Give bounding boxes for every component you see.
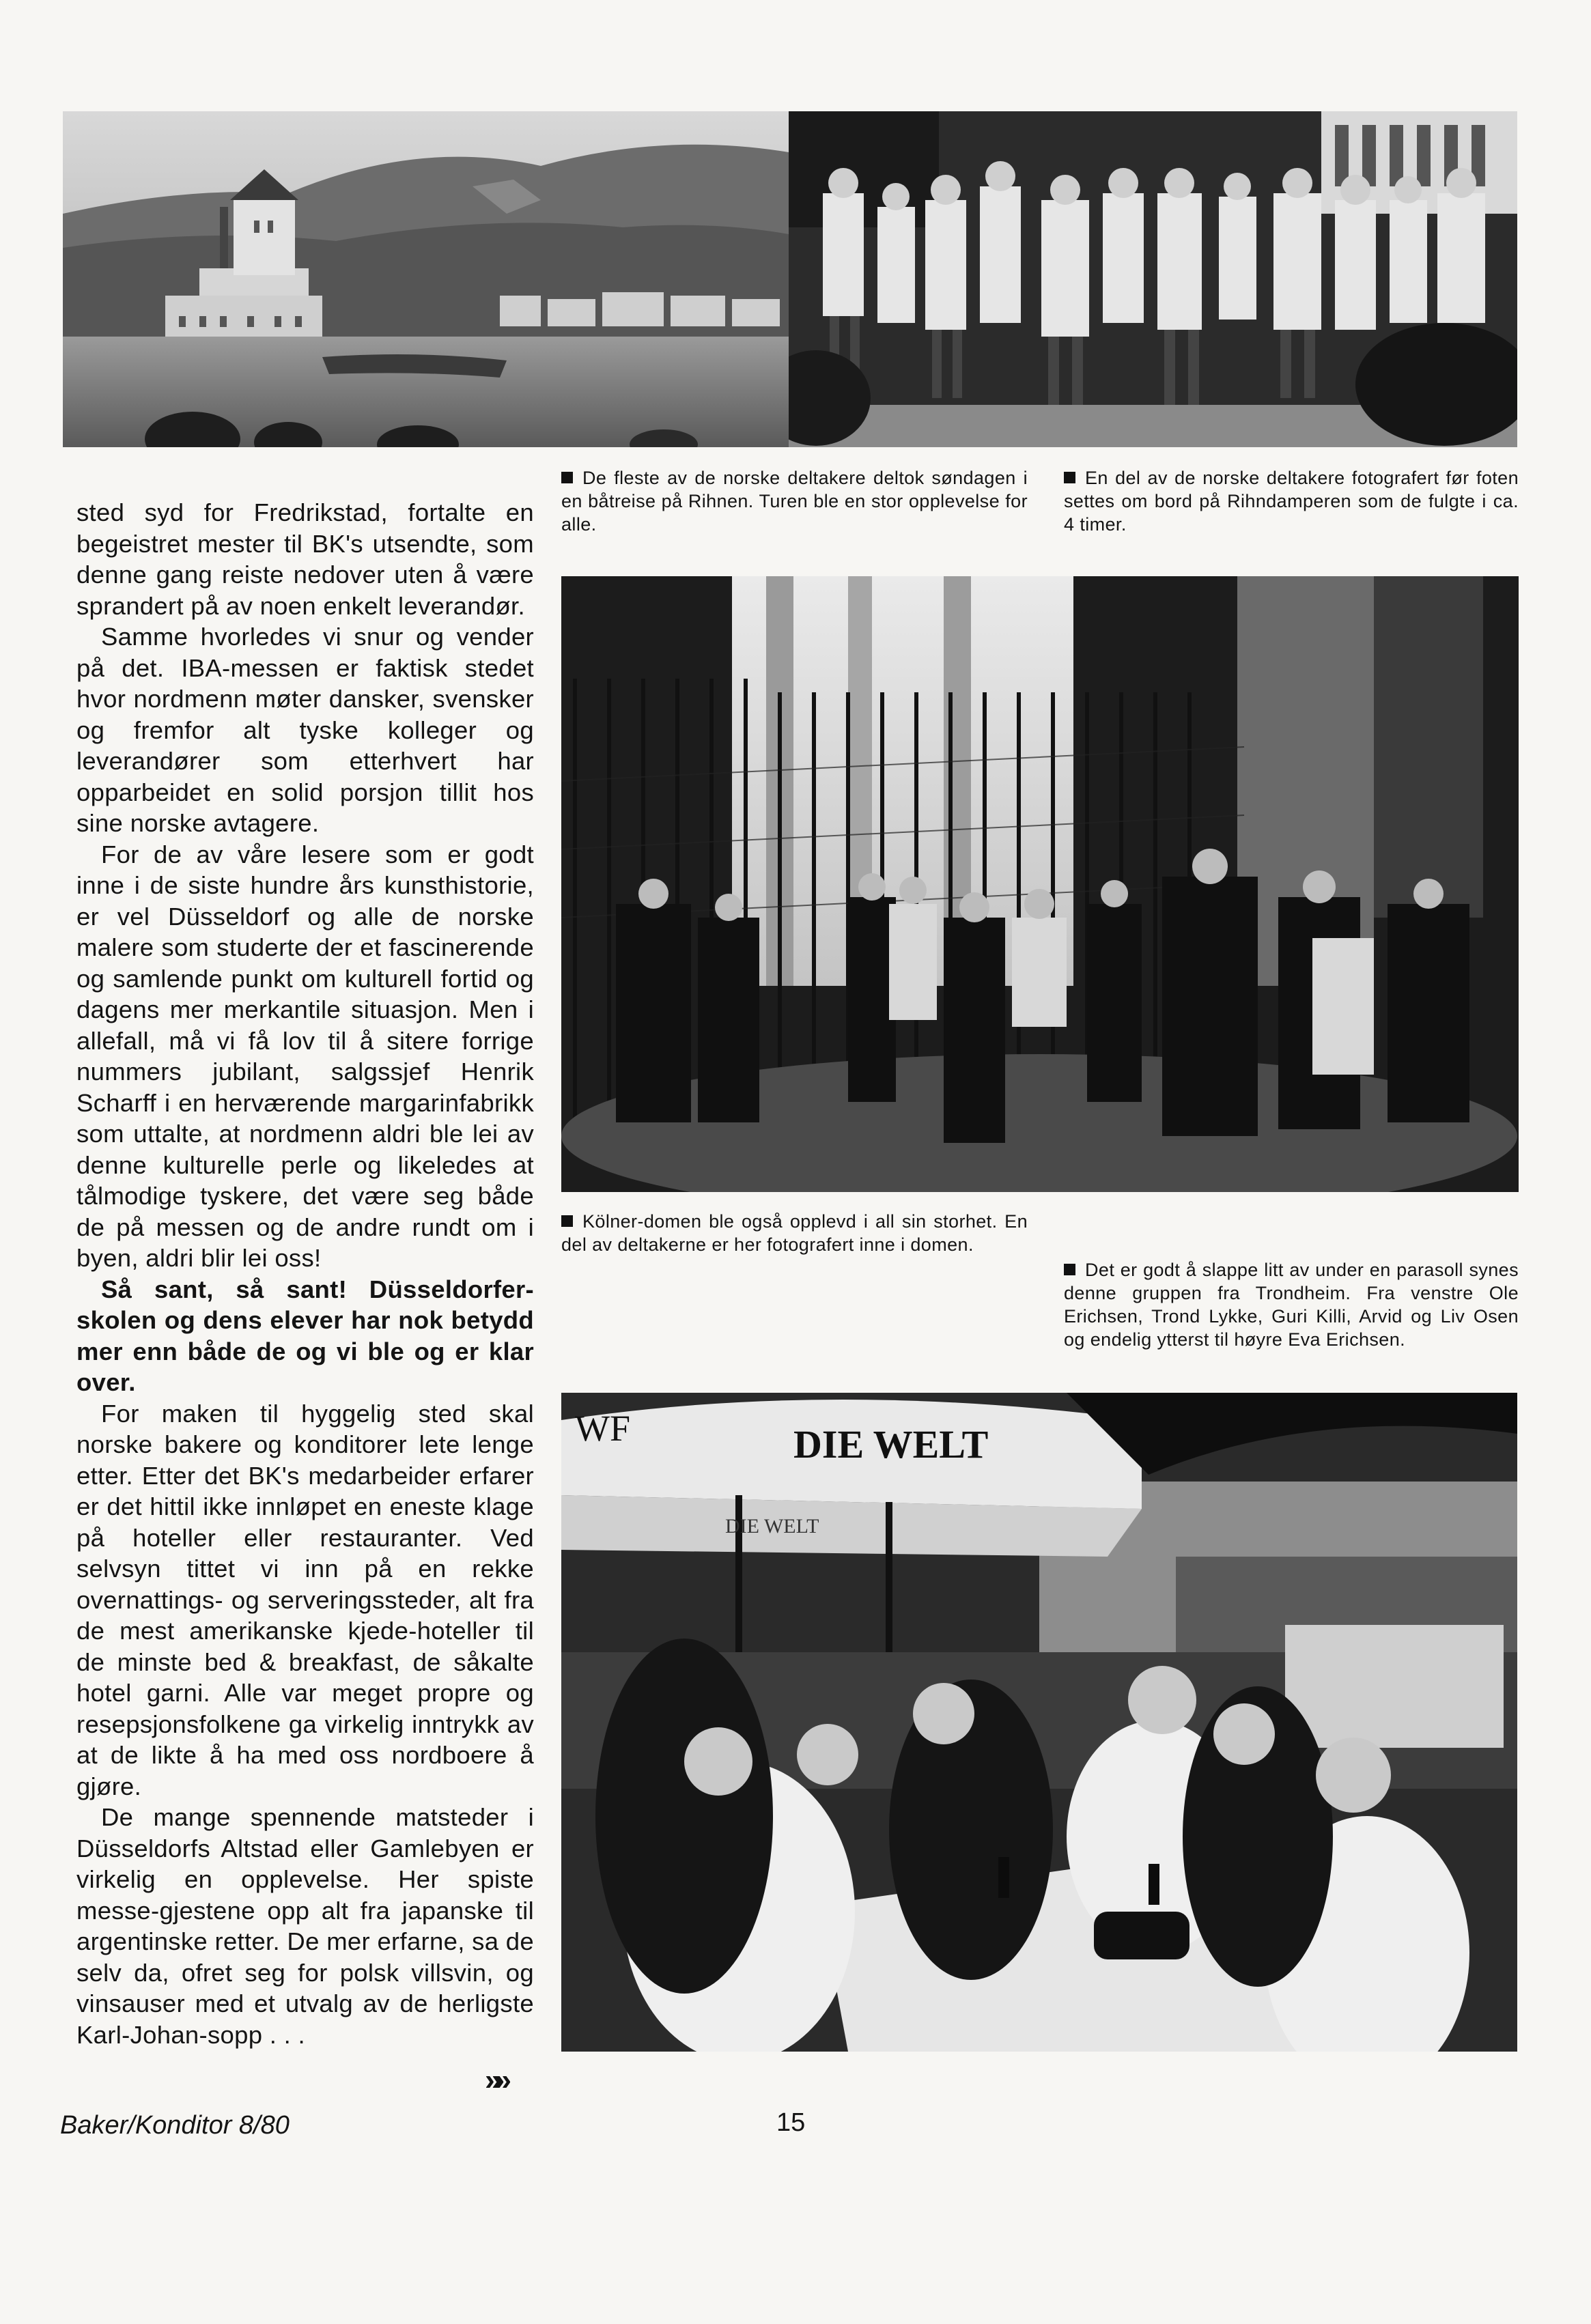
cafe-parasol-photo — [561, 1393, 1517, 2052]
paragraph: De mange spennende matsteder i Düsseldorfs Altstad eller Gamlebyen er virkelig en opplevelse. Her spiste messe-gjestene opp alt fra japanske til argentinske retter. De mer erfarne, sa de selv da, ofret seg for polsk villsvin, og vinsauser med et utvalg av de herligste Karl-Johan-sopp . . . — [76, 1803, 534, 2049]
paragraph: Samme hvorledes vi snur og vender på det. IBA-messen er faktisk stedet hvor nordmenn møter dansker, svensker og fremfor alt tyske kolleger og leverandører som etterhvert har opparbeidet en solid porsjon tillit hos sine norske avtagere. — [76, 623, 534, 837]
sign-bottom-text: DIE WELT — [725, 1515, 819, 1537]
paragraph: For maken til hyggelig sted skal norske bakere og konditorer lete lenge etter. Etter det BK's medarbeider erfarer er det hittil ikke innløpet en eneste klage på hoteller eller restauranter. Ved selvsyn tittet vi inn på en rekke overnattings- og serveringssteder, alt fra de mest amerikanske kjede-hoteller til de minste bed & breakfast, de såkalte hotel garni. Alle var meget propre og resepsjonsfolkene ga virkelig inntrykk av at de likte å ha med oss nordboere å gjøre. — [76, 1399, 534, 1800]
bullet-square-icon — [561, 1215, 573, 1227]
paragraph: sted syd for Fredrikstad, fortalte en begeistret mester til BK's utsendte, som denne gang reiste nedover uten å være sprandert på av noen enkelt leverandør. — [76, 498, 534, 620]
sign-left-text: WF — [575, 1408, 630, 1449]
bullet-square-icon — [1064, 472, 1075, 483]
sign-parasol-text: DIE WELT — [793, 1422, 989, 1466]
caption-group-photo: En del av de norske deltakere fotografert før foten settes om bord på Rihndamperen som de fulgte i ca. 4 timer. — [1064, 468, 1519, 535]
continue-arrow-icon: »» — [485, 2063, 505, 2097]
caption-koln: Kölner-domen ble også opplevd i all sin storhet. En del av deltakerne er her fotografert inne i domen. — [561, 1211, 1028, 1255]
article-body — [76, 497, 534, 2050]
paragraph: For de av våre lesere som er godt inne i de siste hundre års kunsthistorie, er vel Düsseldorf og alle de norske malere som studerte der et fascinerende og samlende punkt om kulturell fortid og dagens mer merkantile situasjon. Men i allefall, må vi få lov til å sitere forrige nummers jubilant, salgssjef Henrik Scharff i en herværende margarinfabrikk som uttalte, at nordmenn aldri ble lei av denne kulturelle perle og likeledes at tålmodige tyskere, det være seg både de på messen og de andre rundt om i byen, aldri blir lei oss! — [76, 840, 534, 1272]
paragraph: Så sant, så sant! Düsseldorfer-skolen og dens elever har nok betydd mer enn både de og vi ble og er klar over. — [76, 1275, 534, 1396]
publication-info: Baker/Konditor 8/80 — [60, 2111, 290, 2140]
caption-parasol: Det er godt å slappe litt av under en parasoll synes denne gruppen fra Trondheim. Fra venstre Ole Erichsen, Trond Lykke, Guri Killi, Arvid og Liv Osen og endelig ytterst til høyre Eva Erichsen. — [1064, 1260, 1519, 1350]
caption-boat-trip: De fleste av de norske deltakere deltok søndagen i en båtreise på Rihnen. Turen ble en stor opplevelse for alle. — [561, 468, 1028, 535]
cathedral-interior-photo — [561, 576, 1519, 1192]
rhine-castle-photo — [63, 111, 789, 447]
group-photo — [789, 111, 1517, 447]
bullet-square-icon — [561, 472, 573, 483]
page-number: 15 — [776, 2108, 806, 2137]
bullet-square-icon — [1064, 1264, 1075, 1275]
